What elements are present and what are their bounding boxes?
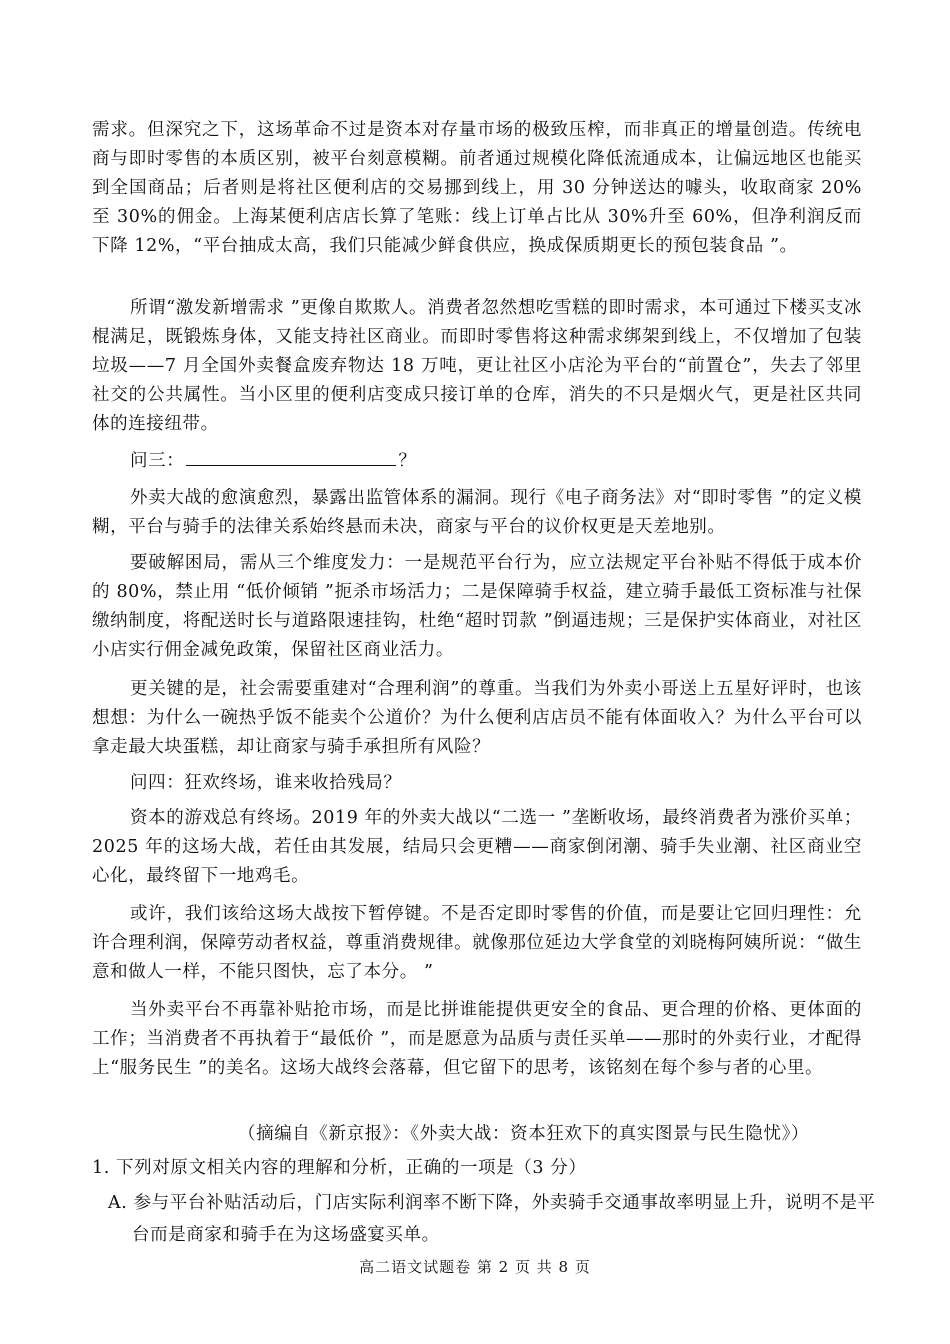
paragraph-8: 当外卖平台不再靠补贴抢市场，而是比拼谁能提供更安全的食品、更合理的价格、更体面的工作；当消费者不再执着于“最低价 ”，而是愿意为品质与责任买单——那时的外卖行业，才配得上“服务民生 ”的美名。这场大战终会落幕，但它留下的思考，该铭刻在每个参与者的心里。 bbox=[92, 1000, 862, 1078]
paragraph-1: 需求。但深究之下，这场革命不过是资本对存量市场的极致压榨，而非真正的增量创造。传统电商与即时零售的本质区别，被平台刻意模糊。前者通过规模化降低流通成本，让偏远地区也能买到全国商品；后者则是将社区便利店的交易挪到线上，用 30 分钟送达的噱头，收取商家 20%至 30%的佣金。上海某便利店店长算了笔账：线上订单占比从 30%升至 60%，但净利润反而下降 12%，“平台抽成太高，我们只能减少鲜食供应，换成保质期更长的预包装食品 ”。 bbox=[92, 120, 862, 256]
option-a: A. 参与平台补贴活动后，门店实际利润率不断下降，外卖骑手交通事故率明显上升，说明不是平台而是商家和骑手在为这场盛宴买单。 bbox=[108, 1193, 876, 1245]
question-4: 问四：狂欢终场，谁来收拾残局？ bbox=[130, 773, 402, 793]
page-footer: 高二语文试题卷 第 2 页 共 8 页 bbox=[359, 1258, 591, 1276]
paragraph-6: 资本的游戏总有终场。2019 年的外卖大战以“二选一 ”垄断收场，最终消费者为涨价买单；2025 年的这场大战，若任由其发展，结局只会更糟——商家倒闭潮、骑手失业潮、社区商业空心化，最终留下一地鸡毛。 bbox=[92, 808, 862, 886]
question-3-line bbox=[92, 447, 862, 476]
question-3-suffix: ？ bbox=[398, 451, 417, 471]
paragraph-4: 要破解困局，需从三个维度发力：一是规范平台行为，应立法规定平台补贴不得低于成本价的 80%，禁止用 “低价倾销 ”扼杀市场活力；二是保障骑手权益，建立骑手最低工资标准与社保缴纳制度，将配送时长与道路限速挂钩，杜绝“超时罚款 ”倒逼违规；三是保护实体商业，对社区小店实行佣金减免政策，保留社区商业活力。 bbox=[92, 553, 862, 660]
source-citation: （摘编自《新京报》：《外卖大战：资本狂欢下的真实图景与民生隐忧》） bbox=[238, 1124, 810, 1144]
paragraph-2: 所谓“激发新增需求 ”更像自欺欺人。消费者忽然想吃雪糕的即时需求，本可通过下楼买支冰棍满足，既锻炼身体，又能支持社区商业。而即时零售将这种需求绑架到线上，不仅增加了包装垃圾——7 月全国外卖餐盒废弃物达 18 万吨，更让社区小店沦为平台的“前置仓”，失去了邻里社交的公共属性。当小区里的便利店变成只接订单的仓库，消失的不只是烟火气，更是社区共同体的连接纽带。 bbox=[92, 298, 862, 434]
paragraph-5: 更关键的是，社会需要重建对“合理利润”的尊重。当我们为外卖小哥送上五星好评时，也该想想：为什么一碗热乎饭不能卖个公道价？为什么便利店店员不能有体面收入？为什么平台可以拿走最大块蛋糕，却让商家与骑手承担所有风险？ bbox=[92, 679, 862, 757]
paragraph-7: 或许，我们该给这场大战按下暂停键。不是否定即时零售的价值，而是要让它回归理性：允许合理利润，保障劳动者权益，尊重消费规律。就像那位延边大学食堂的刘晓梅阿姨所说：“做生意和做人一样，不能只图快，忘了本分。 ” bbox=[92, 904, 862, 982]
answer-blank bbox=[186, 451, 396, 466]
question-3-prefix: 问三： bbox=[130, 451, 185, 471]
paragraph-3: 外卖大战的愈演愈烈，暴露出监管体系的漏洞。现行《电子商务法》对“即时零售 ”的定义模糊，平台与骑手的法律关系始终悬而未决，商家与平台的议价权更是天差地别。 bbox=[92, 488, 862, 537]
question-1-stem: 1. 下列对原文相关内容的理解和分析，正确的一项是（3 分） bbox=[92, 1158, 587, 1178]
